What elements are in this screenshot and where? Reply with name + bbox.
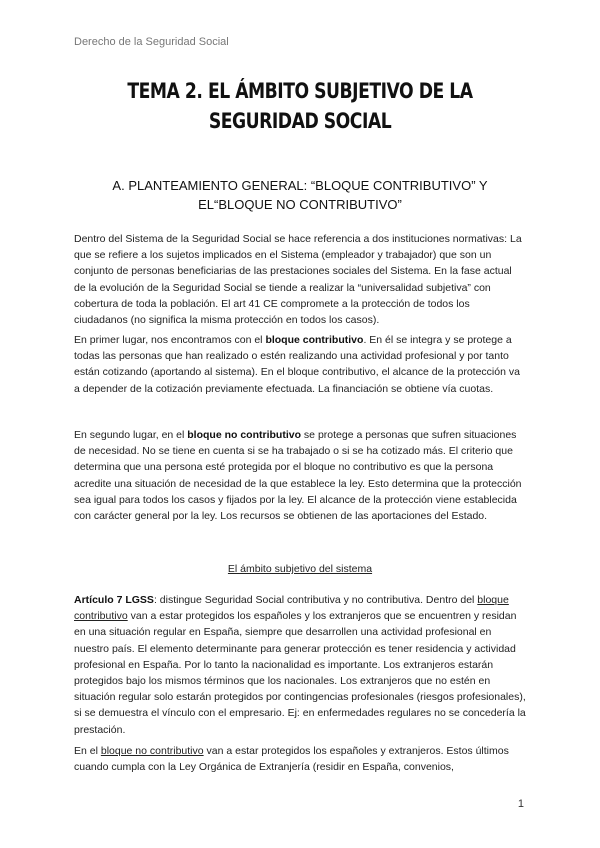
bloque-no-contributivo-term: bloque no contributivo — [187, 429, 302, 441]
subtitle-line-1: A. PLANTEAMIENTO GENERAL: “BLOQUE CONTRIBUTIVO” Y — [112, 178, 488, 193]
paragraph-3-text-a: En segundo lugar, en el — [74, 429, 188, 441]
paragraph-3 — [74, 427, 526, 524]
page-number: 1 — [517, 798, 524, 810]
paragraph-2-text-a: En primer lugar, nos encontramos con el — [74, 334, 266, 346]
paragraph-5 — [74, 743, 526, 775]
subtitle-line-2: EL“BLOQUE NO CONTRIBUTIVO” — [198, 197, 402, 212]
paragraph-3-text-b: se protege a personas que sufren situaciones de necesidad. No se tiene en cuenta si se ha trabajado o si se ha cotizado más. El criterio que determina que una persona esté protegida por el bloque no contributivo es que la persona acredite una situación de necesidad de la que establece la ley. Esto determina que la protección sea igual para todos los casos y fijados por la ley. El alcance de la protección viene establecida con carácter general por la ley. Los recursos se obtienen de las aportaciones del Estado. — [74, 429, 522, 523]
bloque-contributivo-underlined: bloque contributivo — [74, 594, 509, 623]
paragraph-4 — [74, 592, 526, 738]
paragraph-4-text-b: van a estar protegidos los españoles y los extranjeros que se encuentren y residan en una situación regular en España, siempre que desarrollen una actividad profesional en nuestro país. El elemento determinante para generar protección es tener residencia y actividad profesional en España. Por lo tanto la nacionalidad es importante. Los extranjeros estarán protegidos bajo los mismos términos que los nacionales. Los extranjeros que no estén en situación regular solo estarán protegidos por contingencias profesionales (riesgos profesionales), si se demuestra el vínculo con el empresario. Ej: en enfermedades regulares no se concedería la prestación. — [74, 610, 526, 736]
title-line-2: SEGURIDAD SOCIAL — [208, 109, 392, 133]
bloque-no-contributivo-underlined: bloque no contributivo — [100, 745, 204, 757]
document-header: Derecho de la Seguridad Social — [74, 36, 229, 48]
page-title — [103, 76, 497, 136]
paragraph-5-text-a: En el — [74, 745, 101, 757]
paragraph-2 — [74, 332, 526, 397]
paragraph-1: Dentro del Sistema de la Seguridad Social se hace referencia a dos instituciones normativas: La que se refiere a los sujetos implicados en el Sistema (empleador y trabajador) que son un conjunto de personas beneficiarias de las prestaciones sociales del Sistema. En la fase actual de la evolución de la Seguridad Social se tiende a realizar la “universalidad subjetiva” con cobertura de toda la población. El art 41 CE compromete a la protección de todos los ciudadanos (no significa la misma protección en todos los casos). — [74, 233, 522, 327]
section-subtitle — [74, 176, 526, 214]
bloque-contributivo-term: bloque contributivo — [265, 334, 364, 346]
paragraph-2-text-b: . En él se integra y se protege a todas las personas que han realizado o estén realizando una actividad profesional y por tanto están cotizando (aportando al sistema). En el bloque contributivo, el alcance de la protección va a depender de la cotización previamente efectuada. La financiación se obtiene vía cuotas. — [74, 334, 520, 395]
paragraph-5-text-b: van a estar protegidos los españoles y extranjeros. Estos últimos cuando cumpla con la Ley Orgánica de Extranjería (residir en España, convenios, — [74, 745, 509, 774]
article-reference: Artículo 7 LGSS — [74, 594, 154, 606]
section-heading: El ámbito subjetivo del sistema — [227, 563, 373, 575]
title-line-1: TEMA 2. EL ÁMBITO SUBJETIVO DE LA — [127, 79, 473, 103]
paragraph-4-text-a: : distingue Seguridad Social contributiva y no contributiva. Dentro del — [153, 594, 478, 606]
